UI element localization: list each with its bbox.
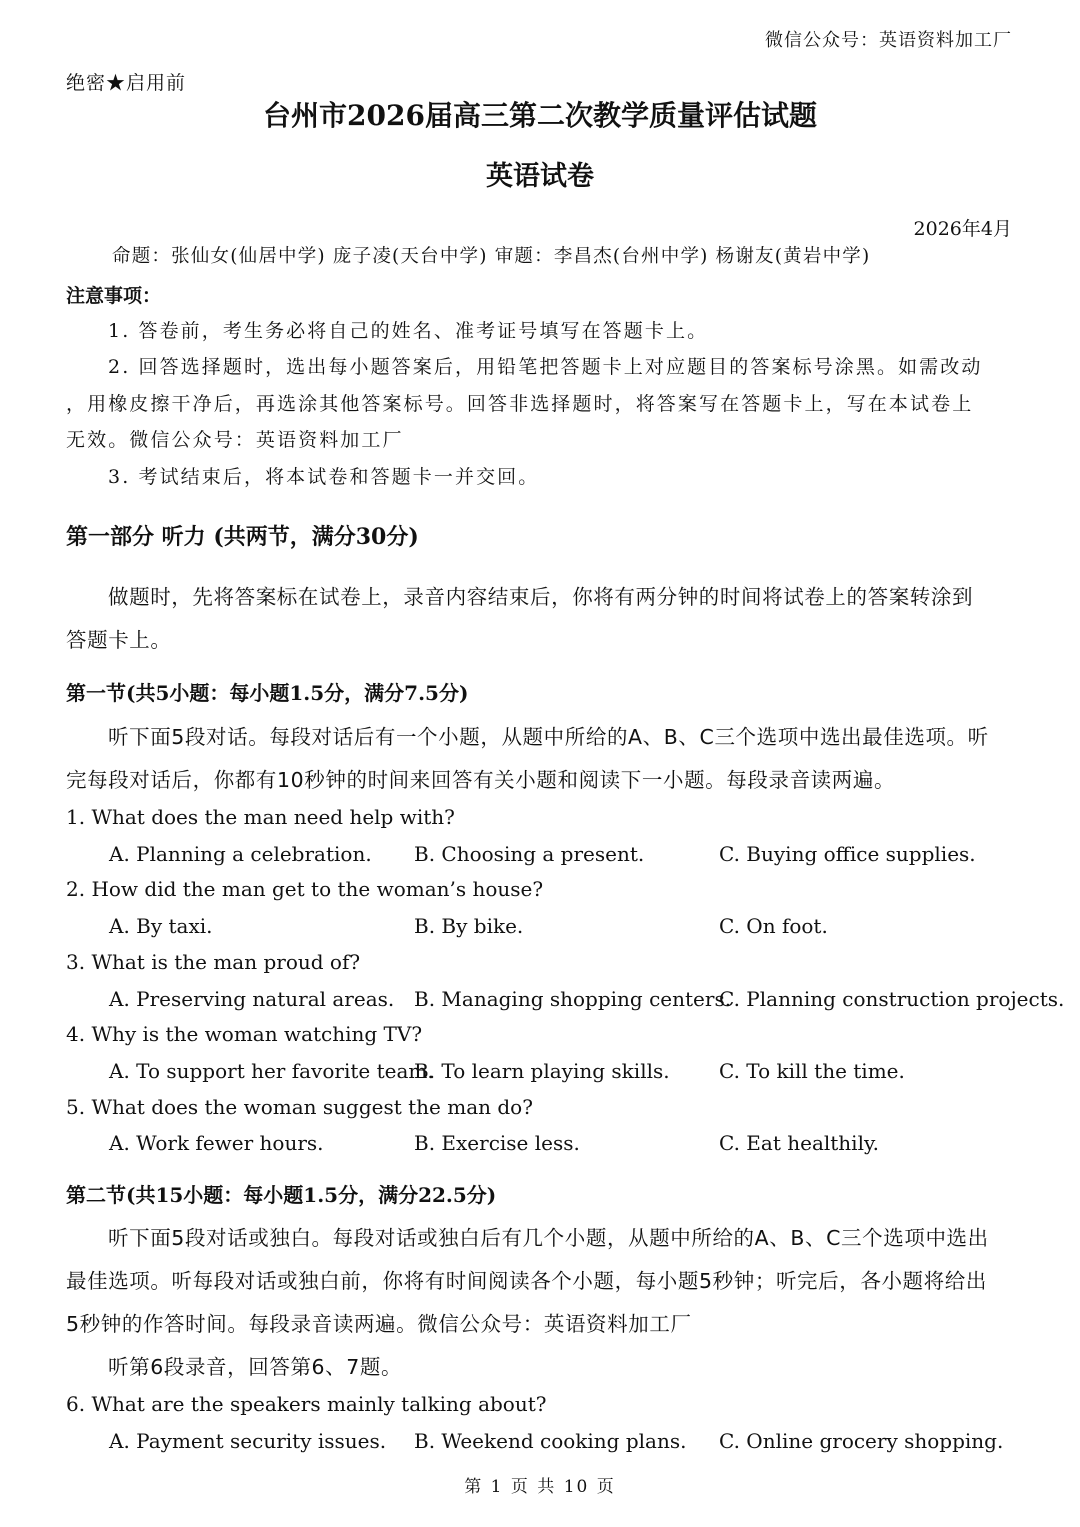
option-b: B. Exercise less. [414,1131,580,1155]
question-text: 6. What are the speakers mainly talking about? [66,1392,547,1416]
question-text: 1. What does the man need help with? [66,805,455,829]
option-c: C. Buying office supplies. [719,842,976,866]
option-a: A. To support her favorite team. [109,1059,434,1083]
exam-date: 2026年4月 [913,218,1012,240]
note-line: 2. 回答选择题时，选出每小题答案后，用铅笔把答题卡上对应题目的答案标号涂黑。如需改动 [108,356,983,378]
option-a: A. Work fewer hours. [109,1131,324,1155]
question-text: 2. How did the man get to the woman’s house? [66,877,544,901]
option-a: A. Preserving natural areas. [109,987,395,1011]
option-a: A. Payment security issues. [109,1429,387,1453]
notes-heading: 注意事项： [66,285,162,307]
section2-sub-instruction: 听第6段录音，回答第6、7题。 [108,1355,403,1379]
section1-intro-line: 听下面5段对话。每段对话后有一个小题，从题中所给的A、B、C三个选项中选出最佳选项。听 [108,725,989,749]
option-b: B. Choosing a present. [414,842,645,866]
option-c: C. To kill the time. [719,1059,905,1083]
option-c: C. Planning construction projects. [719,987,1065,1011]
note-line: 3. 考试结束后，将本试卷和答题卡一并交回。 [108,466,540,488]
note-line: 1. 答卷前，考生务必将自己的姓名、准考证号填写在答题卡上。 [108,320,709,342]
section1-heading: 第一节(共5小题：每小题1.5分，满分7.5分) [66,681,469,705]
confidential-label: 绝密★启用前 [66,72,187,94]
question-text: 5. What does the woman suggest the man do? [66,1095,533,1119]
option-b: B. Managing shopping centers. [414,987,732,1011]
option-a: A. By taxi. [109,914,213,938]
section2-intro-line: 5秒钟的作答时间。每段录音读两遍。微信公众号：英语资料加工厂 [66,1312,692,1336]
option-b: B. Weekend cooking plans. [414,1429,687,1453]
part1-intro-line: 答题卡上。 [66,628,172,652]
part1-intro-line: 做题时，先将答案标在试卷上，录音内容结束后，你将有两分钟的时间将试卷上的答案转涂到 [108,585,974,609]
note-line: ，用橡皮擦干净后，再选涂其他答案标号。回答非选择题时，将答案写在答题卡上，写在本试卷上 [66,393,974,415]
note-line: 无效。微信公众号：英语资料加工厂 [66,429,404,451]
option-a: A. Planning a celebration. [109,842,372,866]
option-c: C. Eat healthily. [719,1131,879,1155]
question-text: 3. What is the man proud of? [66,950,361,974]
wechat-watermark-top: 微信公众号：英语资料加工厂 [765,30,1012,51]
part1-heading: 第一部分 听力 (共两节，满分30分) [66,524,419,550]
option-c: C. Online grocery shopping. [719,1429,1004,1453]
section2-intro-line: 听下面5段对话或独白。每段对话或独白后有几个小题，从题中所给的A、B、C三个选项中选出 [108,1226,989,1250]
question-text: 4. Why is the woman watching TV? [66,1022,423,1046]
section1-intro-line: 完每段对话后，你都有10秒钟的时间来回答有关小题和阅读下一小题。每段录音读两遍。 [66,768,896,792]
page-footer: 第 1 页 共 10 页 [464,1477,616,1497]
section2-heading: 第二节(共15小题：每小题1.5分，满分22.5分) [66,1183,497,1207]
authors-line: 命题：张仙女(仙居中学) 庞子凌(天台中学) 审题：李昌杰(台州中学) 杨谢友(黄岩中学) [112,246,871,267]
option-c: C. On foot. [719,914,828,938]
exam-title: 台州市2026届高三第二次教学质量评估试题 [263,99,817,132]
section2-intro-line: 最佳选项。听每段对话或独白前，你将有时间阅读各个小题，每小题5秒钟；听完后，各小题将给出 [66,1269,987,1293]
exam-subtitle: 英语试卷 [486,161,594,192]
option-b: B. By bike. [414,914,524,938]
option-b: B. To learn playing skills. [414,1059,670,1083]
